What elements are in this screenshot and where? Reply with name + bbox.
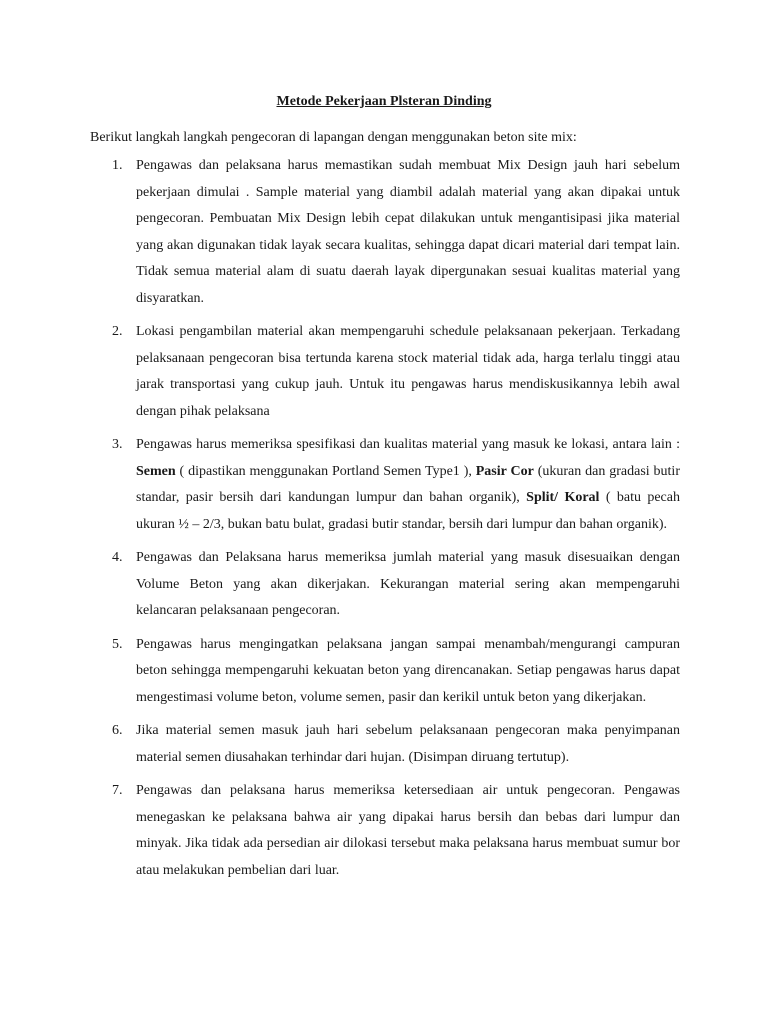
item-text [136,437,680,532]
list-item [90,153,680,312]
item-text: Pengawas dan pelaksana harus memastikan sudah membuat Mix Design jauh hari sebelum pekerjaan dimulai . Sample material yang diambil adalah material yang akan dipakai untuk pengecoran. Pembuatan Mix Design lebih cepat dilakukan untuk mengantisipasi jika material yang akan digunakan tidak layak secara kualitas, sehingga dapat dicari material dari tempat lain. Tidak semua material alam di suatu daerah layak dipergunakan sesuai kualitas material yang disyaratkan. [136,158,680,306]
item-text-part: ( dipastikan menggunakan Portland Semen Type1 ), [175,463,476,479]
intro-paragraph: Berikut langkah langkah pengecoran di lapangan dengan menggunakan beton site mix: [90,130,577,145]
item-text-part: Pengawas harus memeriksa spesifikasi dan kualitas material yang masuk ke lokasi, antara lain : [136,437,680,452]
item-number: 1. [112,158,123,173]
item-number: 3. [112,437,123,452]
item-text-part: ( batu pecah ukuran ½ – 2/3, bukan batu bulat, gradasi butir standar, bersih dari lumpur dan bahan organik). [136,490,680,532]
item-number: 5. [112,636,123,652]
bold-term-split-koral: Split/ Koral [526,490,600,505]
item-text: Jika material semen masuk jauh hari sebelum pelaksanaan pengecoran maka penyimpanan material semen diusahakan terhindar dari hujan. (Disimpan diruang tertutup). [136,723,680,765]
item-number: 4. [112,550,123,565]
list-item [90,432,680,538]
item-text-part: (ukuran dan gradasi butir standar, pasir bersih dari kandungan lumpur dan bahan organik), [136,463,680,505]
item-text: Pengawas dan Pelaksana harus memeriksa jumlah material yang masuk disesuaikan dengan Volume Beton yang akan dikerjakan. Kekurangan material sering akan mempengaruhi kelancaran pelaksanaan pengecoran. [136,550,680,618]
list-item [90,545,680,625]
item-number: 6. [112,723,123,738]
item-text: Lokasi pengambilan material akan mempengaruhi schedule pelaksanaan pekerjaan. Terkadang pelaksanaan pengecoran bisa tertunda karena stock material tidak ada, harga terlalu tinggi atau jarak transportasi yang cukup jauh. Untuk itu pengawas harus mendiskusikannya lebih awal dengan pihak pelaksana [136,324,680,419]
item-text: Pengawas harus mengingatkan pelaksana jangan sampai menambah/mengurangi campuran beton sehingga mempengaruhi kekuatan beton yang direncanakan. Setiap pengawas harus dapat mengestimasi volume beton, volume semen, pasir dan kerikil untuk beton yang dikerjakan. [136,636,680,705]
list-item [90,632,680,712]
steps-list [90,153,680,891]
document-title: Metode Pekerjaan Plsteran Dinding [276,94,492,109]
item-text: Pengawas dan pelaksana harus memeriksa ketersediaan air untuk pengecoran. Pengawas menegaskan ke pelaksana bahwa air yang dipakai harus bersih dan bebas dari lumpur dan minyak. Jika tidak ada persedian air dilokasi tersebut maka pelaksana harus membuat sumur bor atau melakukan pembelian dari luar. [136,783,680,878]
list-item [90,778,680,884]
bold-term-pasir-cor: Pasir Cor [475,463,534,479]
item-number: 2. [112,324,123,339]
item-number: 7. [112,783,123,798]
list-item [90,319,680,425]
list-item [90,718,680,771]
bold-term-semen: Semen [136,463,176,479]
